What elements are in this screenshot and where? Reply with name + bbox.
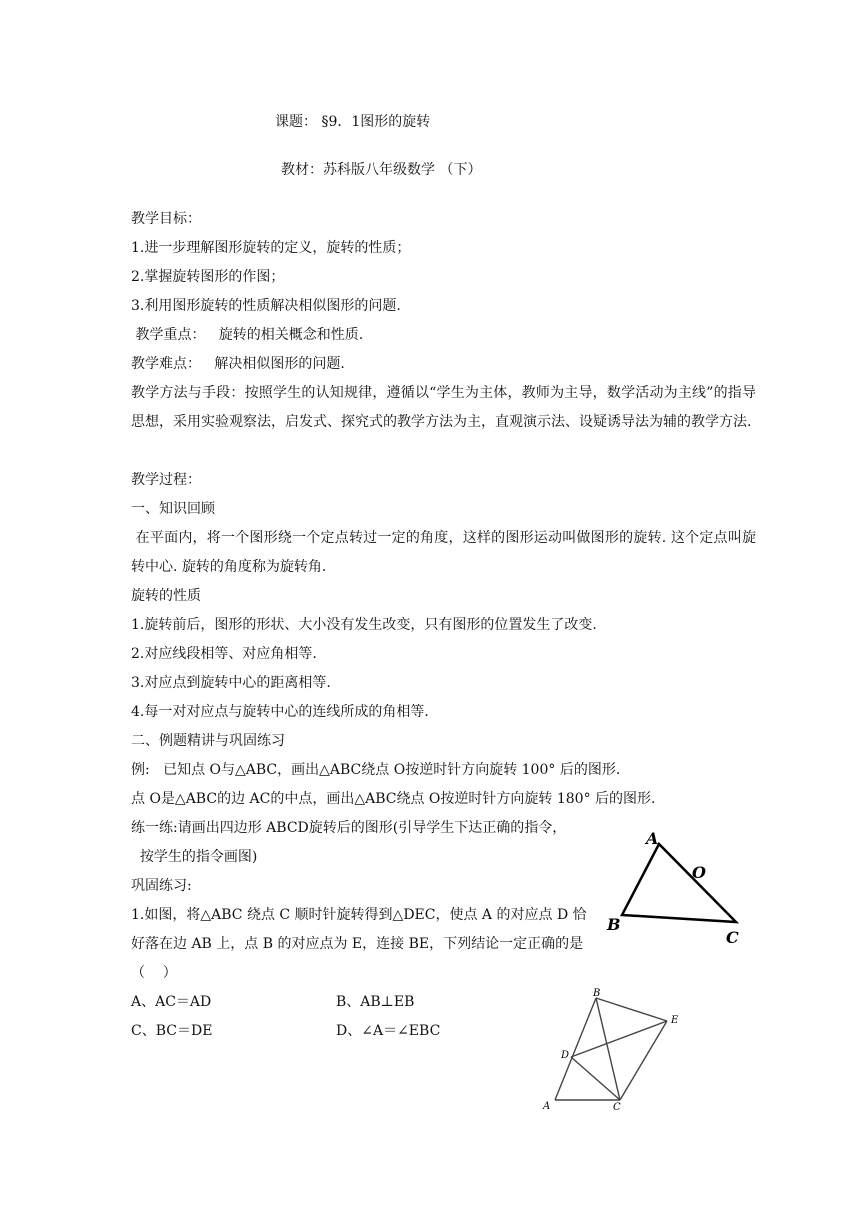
segment-bc <box>596 998 620 1100</box>
option-a: A、AC＝AD <box>131 994 212 1010</box>
segment-ec <box>620 1021 667 1100</box>
option-d: D、∠A＝∠EBC <box>336 1023 441 1039</box>
segment-de <box>571 1021 667 1057</box>
segment-ab <box>555 998 596 1100</box>
example-1: 例: 已知点 O与△ABC，画出△ABC绕点 O按逆时针方向旋转 100° 后的图形. <box>131 762 621 778</box>
objective-item: 1.进一步理解图形旋转的定义，旋转的性质； <box>131 240 411 256</box>
property-item: 2.对应线段相等、对应角相等. <box>131 646 317 662</box>
question-1-blank: （ ） <box>131 965 177 981</box>
section2-heading: 二、例题精讲与巩固练习 <box>131 733 285 749</box>
label-a: A <box>646 829 659 848</box>
property-item: 4.每一对对应点与旋转中心的连线所成的角相等. <box>131 704 429 720</box>
label-d: D <box>561 1050 570 1061</box>
objective-item: 3.利用图形旋转的性质解决相似图形的问题. <box>131 298 401 314</box>
properties-heading: 旋转的性质 <box>131 588 201 604</box>
label-b: B <box>593 988 601 999</box>
question-1-line-2: 好落在边 AB 上，点 B 的对应点为 E，连接 BE，下列结论一定正确的是 <box>131 936 584 952</box>
segment-dc <box>571 1057 620 1100</box>
label-b: B <box>607 915 621 934</box>
label-c: C <box>726 928 739 947</box>
lesson-title: 课题： §9．1图形的旋转 <box>275 114 431 130</box>
practice-line-1: 练一练:请画出四边形 ABCD旋转后的图形(引导学生下达正确的指令， <box>131 820 567 836</box>
property-item: 3.对应点到旋转中心的距离相等. <box>131 675 331 691</box>
question-1-line-1: 1.如图，将△ABC 绕点 C 顺时针旋转得到△DEC，使点 A 的对应点 D 恰 <box>131 907 587 923</box>
example-2: 点 O是△ABC的边 AC的中点，画出△ABC绕点 O按逆时针方向旋转 180° 后的图形. <box>131 791 656 807</box>
triangle-abc <box>622 844 736 922</box>
label-c: C <box>613 1102 621 1113</box>
option-b: B、AB⊥EB <box>336 994 415 1010</box>
triangle-abc-figure <box>600 822 760 952</box>
process-heading: 教学过程： <box>131 472 201 488</box>
label-o: O <box>692 863 706 882</box>
segment-be <box>596 998 667 1021</box>
rotation-figure <box>535 985 690 1115</box>
label-a: A <box>543 1101 551 1112</box>
textbook-info: 教材：苏科版八年级数学 （下） <box>281 162 482 178</box>
option-c: C、BC＝DE <box>131 1023 213 1039</box>
teaching-methods: 教学方法与手段：按照学生的认知规律，遵循以“学生为主体，教师为主导，数学活动为主线”的指导思想，采用实验观察法，启发式、探究式的教学方法为主，直观演示法、设疑诱导法为辅的教学方法. <box>131 385 756 430</box>
practice-line-2: 按学生的指令画图) <box>131 849 258 865</box>
difficulty: 教学难点： 解决相似图形的问题. <box>131 356 345 372</box>
section1-heading: 一、知识回顾 <box>131 501 215 517</box>
consolidate-heading: 巩固练习: <box>131 878 192 894</box>
key-point: 教学重点： 旋转的相关概念和性质. <box>131 327 364 343</box>
objectives-heading: 教学目标： <box>131 211 201 227</box>
property-item: 1.旋转前后，图形的形状、大小没有发生改变，只有图形的位置发生了改变. <box>131 617 597 633</box>
rotation-definition: 在平面内，将一个图形绕一个定点转过一定的角度，这样的图形运动叫做图形的旋转. 这个定点叫旋转中心. 旋转的角度称为旋转角. <box>131 530 756 575</box>
objective-item: 2.掌握旋转图形的作图； <box>131 269 285 285</box>
label-e: E <box>671 1015 679 1026</box>
